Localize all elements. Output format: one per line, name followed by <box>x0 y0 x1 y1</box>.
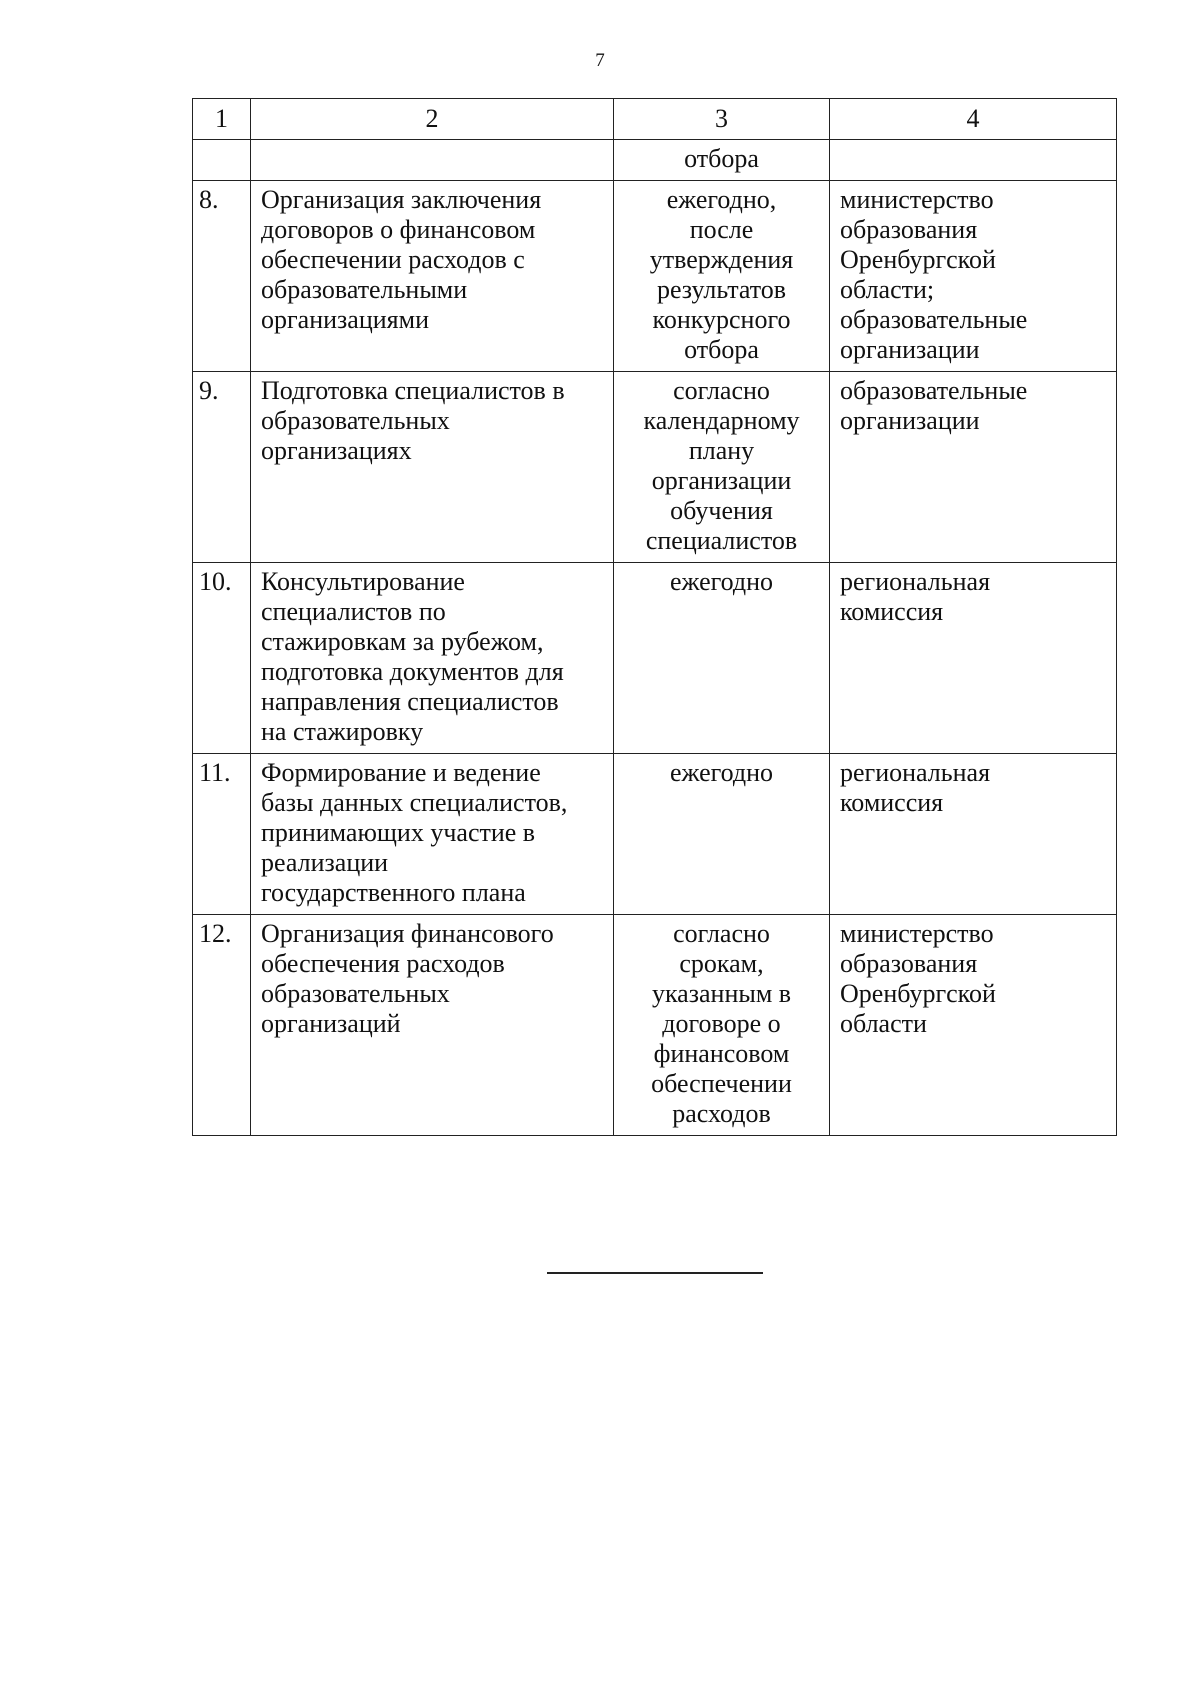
column-number-3: 3 <box>614 99 830 140</box>
table-row <box>193 915 1117 1136</box>
term-cell: ежегодно <box>614 563 830 754</box>
responsible-cell: региональная комиссия <box>830 754 1117 915</box>
responsible-cell <box>830 140 1117 181</box>
column-number-4: 4 <box>830 99 1117 140</box>
row-number-cell: 12. <box>193 915 251 1136</box>
term-cell: отбора <box>614 140 830 181</box>
column-number-row <box>193 99 1117 140</box>
page-number: 7 <box>595 50 605 71</box>
document-end-line <box>547 1272 763 1274</box>
task-cell: Консультирование специалистов по стажировкам за рубежом, подготовка документов для направления специалистов на стажировку <box>251 563 614 754</box>
table-row <box>193 181 1117 372</box>
task-cell: Формирование и ведение базы данных специалистов, принимающих участие в реализации государственного плана <box>251 754 614 915</box>
table-row <box>193 372 1117 563</box>
responsible-cell: министерство образования Оренбургской области <box>830 915 1117 1136</box>
table-row <box>193 563 1117 754</box>
task-cell: Организация заключения договоров о финансовом обеспечении расходов с образовательными организациями <box>251 181 614 372</box>
row-number-cell: 10. <box>193 563 251 754</box>
row-number-cell: 9. <box>193 372 251 563</box>
task-cell: Подготовка специалистов в образовательных организациях <box>251 372 614 563</box>
row-number-cell: 11. <box>193 754 251 915</box>
responsible-cell: образовательные организации <box>830 372 1117 563</box>
term-cell: ежегодно, после утверждения результатов конкурсного отбора <box>614 181 830 372</box>
term-cell: согласно срокам, указанным в договоре о финансовом обеспечении расходов <box>614 915 830 1136</box>
row-number-cell <box>193 140 251 181</box>
activity-plan-table <box>192 98 1117 1136</box>
term-cell: ежегодно <box>614 754 830 915</box>
table-row <box>193 754 1117 915</box>
responsible-cell: региональная комиссия <box>830 563 1117 754</box>
task-cell <box>251 140 614 181</box>
responsible-cell: министерство образования Оренбургской области; образовательные организации <box>830 181 1117 372</box>
column-number-1: 1 <box>193 99 251 140</box>
table-row-continuation <box>193 140 1117 181</box>
row-number-cell: 8. <box>193 181 251 372</box>
column-number-2: 2 <box>251 99 614 140</box>
term-cell: согласно календарному плану организации обучения специалистов <box>614 372 830 563</box>
task-cell: Организация финансового обеспечения расходов образовательных организаций <box>251 915 614 1136</box>
